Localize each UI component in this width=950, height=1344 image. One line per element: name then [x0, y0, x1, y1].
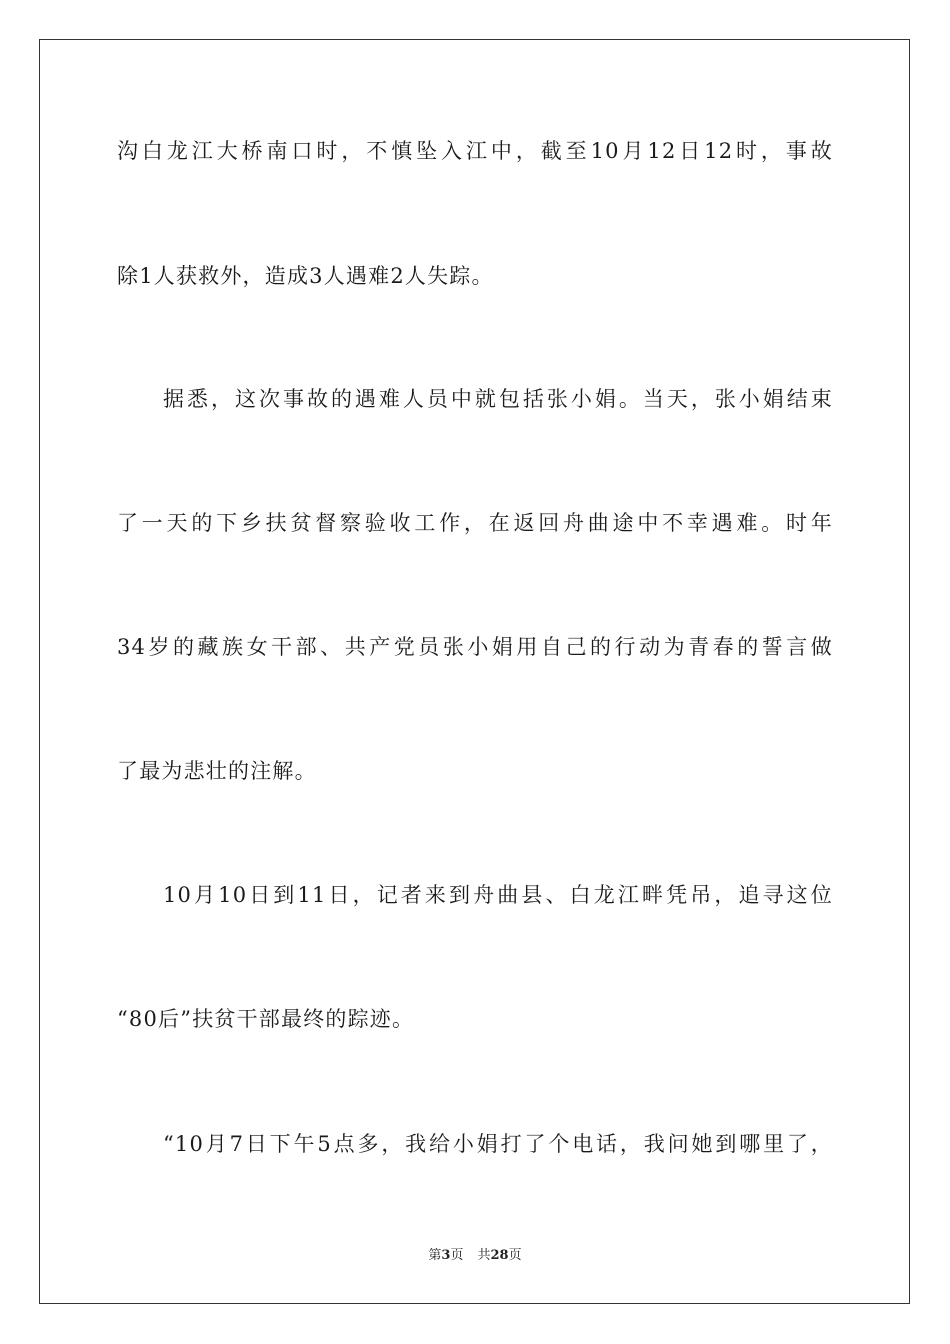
text-line-2: 除1人获救外，造成3人遇难2人失踪。	[117, 264, 494, 288]
text-line-5: 34岁的藏族女干部、共产党员张小娟用自己的行动为青春的誓言做	[117, 635, 833, 659]
footer-total-pages: 28	[490, 1248, 509, 1263]
page-frame	[39, 39, 910, 1304]
footer-page-suffix: 页	[450, 1248, 464, 1263]
text-line-1: 沟白龙江大桥南口时，不慎坠入江中，截至10月12日12时，事故	[117, 139, 833, 163]
text-line-4: 了一天的下乡扶贫督察验收工作，在返回舟曲途中不幸遇难。时年	[117, 511, 833, 535]
text-line-3: 据悉，这次事故的遇难人员中就包括张小娟。当天，张小娟结束	[163, 387, 833, 411]
footer-total-suffix: 页	[508, 1248, 522, 1263]
text-line-6: 了最为悲壮的注解。	[117, 759, 317, 783]
footer-total-prefix: 共	[477, 1248, 491, 1263]
page-footer	[0, 1247, 950, 1265]
text-line-7: 10月10日到11日，记者来到舟曲县、白龙江畔凭吊，追寻这位	[163, 883, 833, 907]
footer-page-number: 3	[441, 1248, 451, 1263]
text-line-8: “80后”扶贫干部最终的踪迹。	[117, 1007, 415, 1031]
footer-page-prefix: 第	[428, 1248, 442, 1263]
text-line-9: “10月7日下午5点多，我给小娟打了个电话，我问她到哪里了，	[163, 1132, 833, 1156]
